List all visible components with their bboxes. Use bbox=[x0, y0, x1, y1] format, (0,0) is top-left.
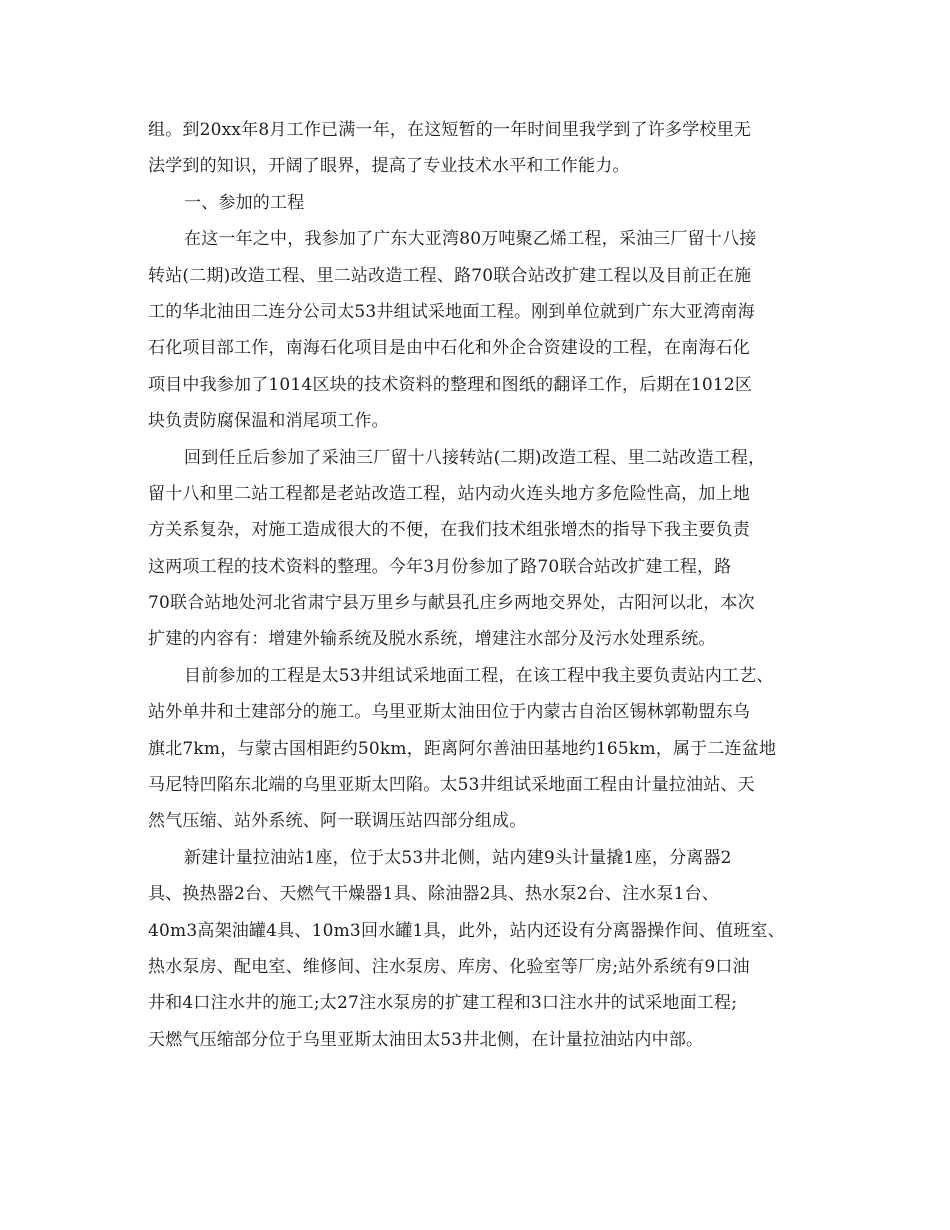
text-line: 热水泵房、配电室、维修间、注水泵房、库房、化验室等厂房;站外系统有9口油 bbox=[148, 956, 750, 977]
document-body bbox=[0, 112, 950, 1058]
text-line: 井和4口注水井的施工;太27注水泵房的扩建工程和3口注水井的试采地面工程; bbox=[148, 993, 738, 1014]
text-line: 这两项工程的技术资料的整理。今年3月份参加了路70联合站改扩建工程，路 bbox=[148, 556, 732, 577]
text-line: 项目中我参加了1014区块的技术资料的整理和图纸的翻译工作，后期在1012区 bbox=[148, 374, 753, 395]
paragraph-first-line: 目前参加的工程是太53井组试采地面工程，在该工程中我主要负责站内工艺、 bbox=[184, 665, 774, 686]
text-line: 组。到20xx年8月工作已满一年，在这短暂的一年时间里我学到了许多学校里无 bbox=[148, 120, 752, 140]
paragraph-first-line: 一、参加的工程 bbox=[184, 192, 305, 213]
text-line: 方关系复杂，对施工造成很大的不便，在我们技术组张增杰的指导下我主要负责 bbox=[148, 520, 750, 541]
text-line: 40m3高架油罐4具、10m3回水罐1具，此外，站内还设有分离器操作间、值班室、 bbox=[148, 920, 785, 941]
text-line: 马尼特凹陷东北端的乌里亚斯太凹陷。太53井组试采地面工程由计量拉油站、天 bbox=[148, 775, 755, 796]
text-line: 石化项目部工作，南海石化项目是由中石化和外企合资建设的工程，在南海石化 bbox=[148, 338, 750, 359]
text-line: 具、换热器2台、天燃气干燥器1具、除油器2具、热水泵2台、注水泵1台、 bbox=[148, 884, 720, 905]
text-line: 70联合站地处河北省肃宁县万里乡与献县孔庄乡两地交界处，古阳河以北，本次 bbox=[148, 593, 755, 614]
text-line: 转站(二期)改造工程、里二站改造工程、路70联合站改扩建工程以及目前正在施 bbox=[148, 265, 752, 286]
text-line: 旗北7km，与蒙古国相距约50km，距离阿尔善油田基地约165km，属于二连盆地 bbox=[148, 738, 777, 759]
text-line: 站外单井和土建部分的施工。乌里亚斯太油田位于内蒙古自治区锡林郭勒盟东乌 bbox=[148, 702, 750, 723]
paragraph-first-line: 新建计量拉油站1座，位于太53井北侧，站内建9头计量撬1座，分离器2 bbox=[184, 847, 732, 868]
text-line: 留十八和里二站工程都是老站改造工程，站内动火连头地方多危险性高，加上地 bbox=[148, 483, 750, 504]
text-line: 然气压缩、站外系统、阿一联调压站四部分组成。 bbox=[148, 811, 527, 832]
text-line: 法学到的知识，开阔了眼界，提高了专业技术水平和工作能力。 bbox=[148, 156, 630, 177]
text-line: 工的华北油田二连分公司太53井组试采地面工程。刚到单位就到广东大亚湾南海 bbox=[148, 301, 755, 322]
text-line: 块负责防腐保温和消尾项工作。 bbox=[148, 411, 389, 432]
text-line: 扩建的内容有：增建外输系统及脱水系统，增建注水部分及污水处理系统。 bbox=[148, 629, 716, 650]
paragraph-first-line: 在这一年之中，我参加了广东大亚湾80万吨聚乙烯工程，采油三厂留十八接 bbox=[184, 229, 757, 250]
paragraph-first-line: 回到任丘后参加了采油三厂留十八接转站(二期)改造工程、里二站改造工程， bbox=[184, 447, 766, 468]
text-line: 天燃气压缩部分位于乌里亚斯太油田太53井北侧，在计量拉油站内中部。 bbox=[148, 1029, 704, 1050]
